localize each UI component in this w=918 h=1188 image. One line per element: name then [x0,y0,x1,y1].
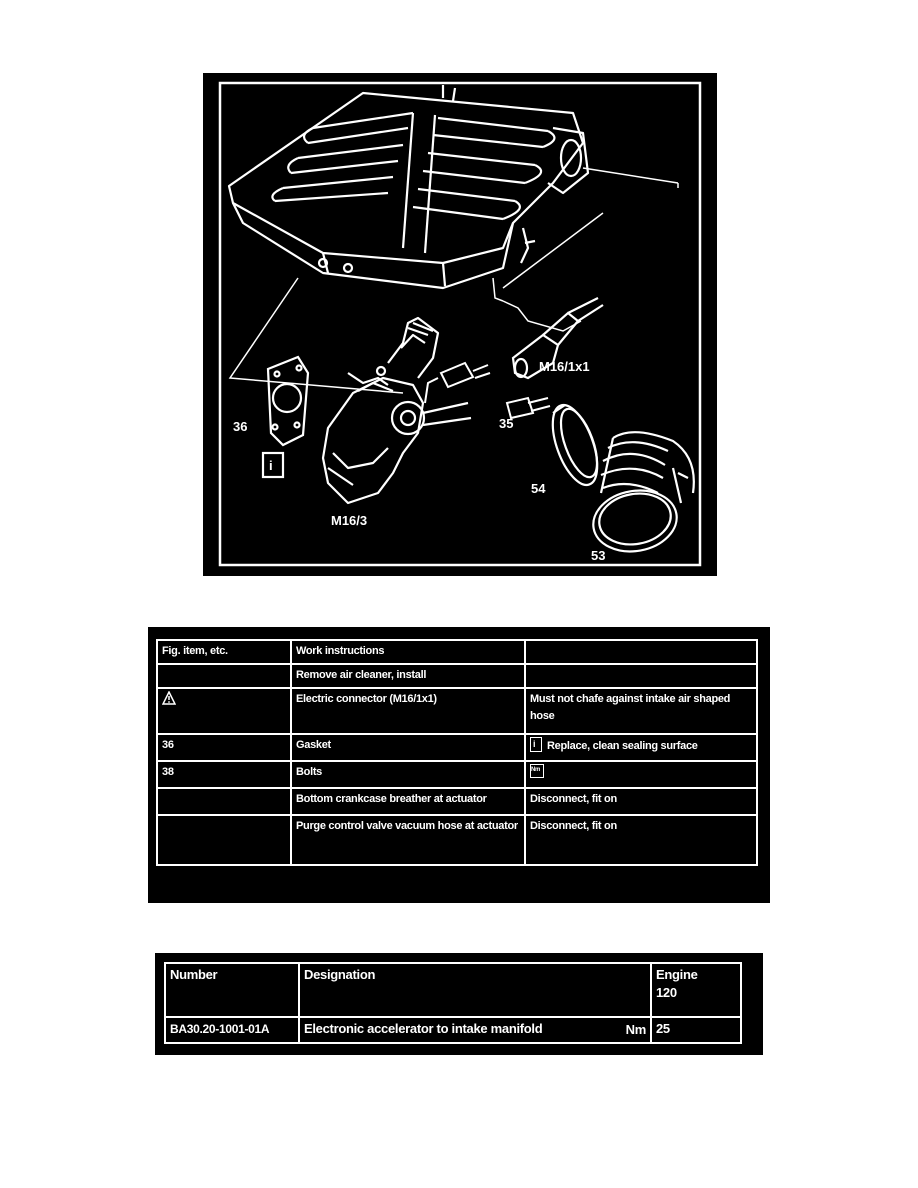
row-note: Disconnect, fit on [525,815,757,865]
info-box-icon [263,453,283,477]
info-box-icon: i [530,737,542,752]
torque-number: BA30.20-1001-01A [165,1017,299,1043]
header-engine: Engine 120 [651,963,741,1017]
row-instruction: Gasket [291,734,525,761]
row-note [525,664,757,688]
diagram-svg [203,73,717,576]
table-header-row [157,640,757,664]
hose-clamp [544,399,607,490]
exploded-diagram [203,73,717,576]
connector-label: M16/1x1 [539,359,590,374]
row-note [525,734,757,761]
torque-specification-table [164,962,742,1044]
work-instructions-table [156,639,758,866]
info-symbol-label: i [269,458,273,473]
table-row [157,788,757,815]
row-instruction: Bolts [291,761,525,788]
row-item [157,788,291,815]
row-instruction: Remove air cleaner, install [291,664,525,688]
table-row [157,734,757,761]
bolt-number-label: 35 [499,416,514,431]
row-item: 36 [157,734,291,761]
throttle-actuator [323,318,471,503]
row-instruction: Purge control valve vacuum hose at actuator [291,815,525,865]
row-note: Must not chafe against intake air shaped hose [525,688,757,734]
intake-manifold [229,85,588,288]
bolt [507,398,550,418]
torque-value: 25 [651,1017,741,1043]
work-instructions-panel [148,627,770,903]
row-note [525,761,757,788]
row-note: Disconnect, fit on [525,788,757,815]
torque-unit: Nm [625,1022,646,1037]
gasket [268,357,308,445]
header-notes [525,640,757,664]
header-fig-item: Fig. item, etc. [157,640,291,664]
header-designation: Designation [299,963,651,1017]
header-work-instructions: Work instructions [291,640,525,664]
row-instruction: Electric connector (M16/1x1) [291,688,525,734]
torque-header-row [165,963,741,1017]
torque-designation: Electronic accelerator to intake manifold [304,1021,543,1036]
row-item [157,815,291,865]
clamp-number-label: 54 [531,481,546,496]
torque-data-row [165,1017,741,1043]
torque-nm-icon: Nm [530,764,544,778]
row-item [157,664,291,688]
row-note-text: Replace, clean sealing surface [547,740,698,752]
row-item: 38 [157,761,291,788]
actuator-label: M16/3 [331,513,368,528]
vacuum-connector [425,363,490,403]
table-row [157,664,757,688]
hose-number-label: 53 [591,548,606,563]
torque-specification-panel [155,953,763,1055]
intake-air-hose [588,432,693,558]
row-instruction: Bottom crankcase breather at actuator [291,788,525,815]
row-item [157,688,291,734]
torque-designation-cell [299,1017,651,1043]
table-row [157,815,757,865]
table-row [157,761,757,788]
table-row [157,688,757,734]
warning-triangle-icon [162,691,176,705]
mounting-guide-lines [230,168,678,393]
gasket-number-label: 36 [233,419,248,434]
header-number: Number [165,963,299,1017]
